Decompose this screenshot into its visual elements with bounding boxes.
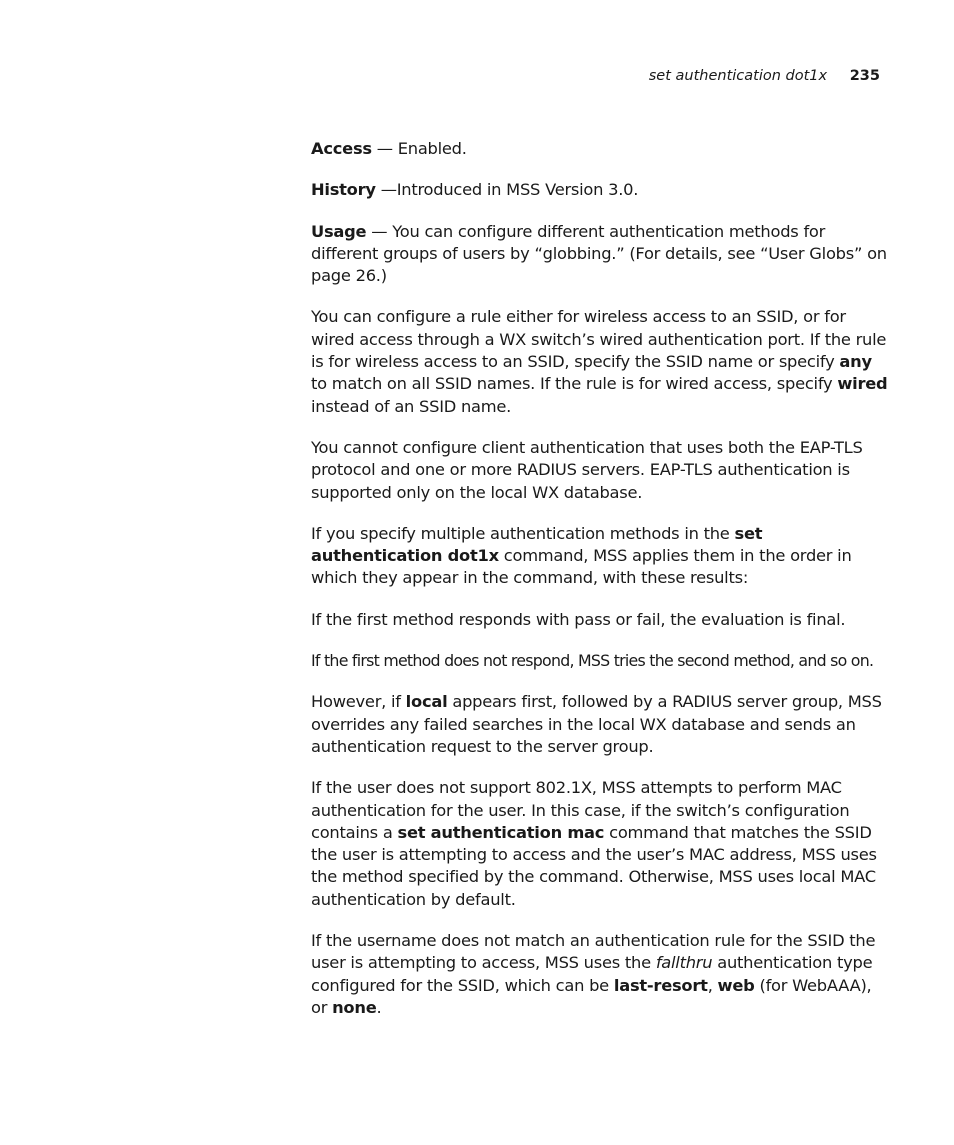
multiple-methods-paragraph xyxy=(311,523,889,590)
fallthru-text-3: , xyxy=(707,975,718,995)
first-responds-paragraph: If the first method responds with pass or fail, the evaluation is final. xyxy=(311,609,846,629)
fallthru-keyword-last-resort: last-resort xyxy=(613,975,708,995)
multiple-text-2: command, MSS applies them in the order in which they appear in the command, with these results: xyxy=(311,546,852,588)
mac-command: set authentication mac xyxy=(397,822,605,842)
usage-text: — You can configure different authentication methods for different groups of users by “globbing.” (For details, see “User Globs” on page 26.) xyxy=(311,221,887,286)
multiple-text-1: If you specify multiple authentication methods in the xyxy=(311,523,735,543)
fallthru-text-4: (for WebAAA), or xyxy=(311,975,872,1017)
page-number: 235 xyxy=(849,68,880,84)
page-body xyxy=(311,138,889,1038)
history-text: —Introduced in MSS Version 3.0. xyxy=(375,180,639,200)
rules-text-2: to match on all SSID names. If the rule is for wired access, specify xyxy=(311,374,838,394)
fallthru-text-5: . xyxy=(376,997,382,1017)
eap-tls-paragraph: You cannot configure client authentication that uses both the EAP-TLS protocol and one or more RADIUS servers. EAP-TLS authentication is supported only on the local WX database. xyxy=(311,437,863,502)
mac-text-2: command that matches the SSID the user is attempting to access and the user’s MAC address, MSS uses the method specified by the command. Otherwise, MSS uses local MAC authentication by default. xyxy=(311,822,877,909)
fallthru-paragraph xyxy=(311,930,889,1019)
first-no-response-paragraph: If the first method does not respond, MSS tries the second method, and so on. xyxy=(311,651,874,671)
rules-paragraph xyxy=(311,306,889,417)
header-section-title: set authentication dot1x xyxy=(648,68,828,84)
mac-text-1: If the user does not support 802.1X, MSS attempts to perform MAC authentication for the user. In this case, if the switch’s configuration contains a xyxy=(311,778,850,842)
fallthru-keyword-none: none xyxy=(332,997,377,1017)
access-text: — Enabled. xyxy=(371,139,467,158)
fallthru-term: fallthru xyxy=(655,953,713,973)
mac-paragraph xyxy=(311,777,889,911)
fallthru-text-2: authentication type configured for the SSID, which can be xyxy=(311,953,873,995)
rules-text-1: You can configure a rule either for wireless access to an SSID, or for wired access through a WX switch’s wired authentication port. If the rule is for wireless access to an SSID, specify the SSID name or specify xyxy=(311,307,887,372)
access-paragraph xyxy=(311,138,889,160)
local-keyword: local xyxy=(405,692,448,712)
local-paragraph xyxy=(311,691,889,758)
multiple-command: set authentication dot1x xyxy=(311,523,763,566)
fallthru-text-1: If the username does not match an authentication rule for the SSID the user is attempting to access, MSS uses the xyxy=(311,931,876,973)
rules-text-3: instead of an SSID name. xyxy=(311,396,512,416)
history-paragraph xyxy=(311,179,889,201)
usage-label: Usage xyxy=(311,221,367,241)
fallthru-keyword-web: web xyxy=(717,975,755,995)
usage-paragraph xyxy=(311,221,889,288)
local-text-2: appears first, followed by a RADIUS server group, MSS overrides any failed searches in the local WX database and sends an authentication request to the server group. xyxy=(311,692,882,756)
local-text-1: However, if xyxy=(311,692,406,712)
running-header xyxy=(649,66,880,86)
access-label: Access xyxy=(311,139,372,158)
history-label: History xyxy=(311,180,376,200)
rules-keyword-any: any xyxy=(839,352,872,372)
rules-keyword-wired: wired xyxy=(837,374,888,394)
